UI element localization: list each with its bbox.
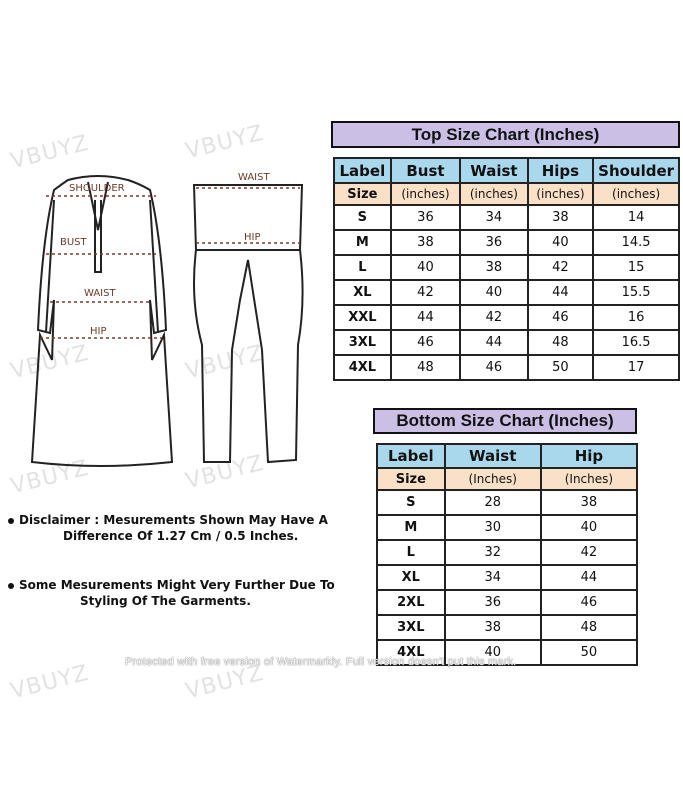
units-cell: Size — [377, 468, 445, 490]
header-waist: Waist — [445, 444, 541, 468]
watermark-text: VBUYZ — [8, 130, 92, 175]
disclaimer-note — [8, 512, 328, 544]
table-cell: 44 — [460, 330, 527, 355]
bottom-size-table — [376, 443, 638, 666]
units-cell: Size — [334, 183, 391, 205]
units-cell: (Inches) — [541, 468, 637, 490]
table-cell: 15 — [593, 255, 679, 280]
units-cell: (inches) — [391, 183, 460, 205]
units-cell: (Inches) — [445, 468, 541, 490]
table-cell: 42 — [528, 255, 594, 280]
table-units-row — [334, 183, 679, 205]
table-cell: 16.5 — [593, 330, 679, 355]
table-cell: 50 — [528, 355, 594, 380]
table-cell: 14 — [593, 205, 679, 230]
size-label: XL — [334, 280, 391, 305]
top-size-table — [333, 157, 680, 381]
watermark-text: VBUYZ — [183, 120, 267, 165]
size-label: S — [377, 490, 445, 515]
header-hip: Hip — [541, 444, 637, 468]
table-header-row — [334, 158, 679, 183]
units-cell: (inches) — [528, 183, 594, 205]
garment-diagram — [0, 0, 340, 480]
watermark-text: VBUYZ — [8, 455, 92, 500]
watermarkly-notice: Protected with free version of Watermarkly. Full version doesn't put this mark. — [125, 656, 517, 668]
table-cell: 44 — [541, 565, 637, 590]
table-cell: 42 — [460, 305, 527, 330]
size-label: L — [377, 540, 445, 565]
disclaimer-line-2: Difference Of 1.27 Cm / 0.5 Inches. — [63, 529, 299, 543]
table-cell: 36 — [445, 590, 541, 615]
size-label: M — [377, 515, 445, 540]
table-cell: 16 — [593, 305, 679, 330]
variation-line-2: Styling Of The Garments. — [80, 594, 251, 608]
table-row — [334, 280, 679, 305]
table-cell: 36 — [460, 230, 527, 255]
label-waist-top: WAIST — [84, 288, 116, 299]
units-cell: (inches) — [593, 183, 679, 205]
table-cell: 32 — [445, 540, 541, 565]
table-cell: 42 — [541, 540, 637, 565]
table-cell: 40 — [528, 230, 594, 255]
table-cell: 42 — [391, 280, 460, 305]
table-cell: 15.5 — [593, 280, 679, 305]
label-shoulder: SHOULDER — [69, 183, 125, 194]
table-cell: 38 — [460, 255, 527, 280]
table-row — [377, 490, 637, 515]
table-header-row — [377, 444, 637, 468]
table-cell: 38 — [541, 490, 637, 515]
label-hip-bottom: HIP — [244, 232, 261, 243]
table-cell: 34 — [445, 565, 541, 590]
table-cell: 40 — [541, 515, 637, 540]
size-label: 2XL — [377, 590, 445, 615]
table-row — [334, 230, 679, 255]
table-cell: 28 — [445, 490, 541, 515]
kurta-outline — [32, 176, 172, 466]
table-row — [334, 255, 679, 280]
size-label: M — [334, 230, 391, 255]
table-cell: 50 — [541, 640, 637, 665]
table-row — [377, 565, 637, 590]
table-cell: 44 — [391, 305, 460, 330]
label-bust: BUST — [60, 237, 87, 248]
table-units-row — [377, 468, 637, 490]
watermark-text: VBUYZ — [183, 660, 267, 705]
header-shoulder: Shoulder — [593, 158, 679, 183]
table-cell: 40 — [460, 280, 527, 305]
label-waist-bottom: WAIST — [238, 172, 270, 183]
table-cell: 36 — [391, 205, 460, 230]
header-label: Label — [334, 158, 391, 183]
table-cell: 48 — [528, 330, 594, 355]
table-row — [377, 540, 637, 565]
table-cell: 46 — [460, 355, 527, 380]
bullet-icon — [8, 518, 14, 524]
table-cell: 34 — [460, 205, 527, 230]
size-label: XL — [377, 565, 445, 590]
table-cell: 48 — [541, 615, 637, 640]
table-row — [334, 330, 679, 355]
size-label: 4XL — [377, 640, 445, 665]
table-cell: 38 — [528, 205, 594, 230]
table-cell: 40 — [391, 255, 460, 280]
watermark-text: VBUYZ — [8, 660, 92, 705]
table-cell: 44 — [528, 280, 594, 305]
table-cell: 30 — [445, 515, 541, 540]
table-row — [377, 515, 637, 540]
table-row — [377, 615, 637, 640]
watermark-text: VBUYZ — [8, 340, 92, 385]
label-hip-top: HIP — [90, 326, 107, 337]
table-row — [377, 590, 637, 615]
table-cell: 46 — [528, 305, 594, 330]
disclaimer-line-1: Disclaimer : Mesurements Shown May Have A — [19, 513, 328, 527]
bottom-chart-title: Bottom Size Chart (Inches) — [373, 408, 637, 434]
table-cell: 46 — [541, 590, 637, 615]
size-label: 3XL — [334, 330, 391, 355]
variation-note — [8, 577, 335, 609]
watermark-text: VBUYZ — [183, 340, 267, 385]
size-label: S — [334, 205, 391, 230]
size-label: L — [334, 255, 391, 280]
size-label: 3XL — [377, 615, 445, 640]
table-row — [334, 305, 679, 330]
table-cell: 46 — [391, 330, 460, 355]
table-cell: 38 — [391, 230, 460, 255]
top-chart-title: Top Size Chart (Inches) — [331, 121, 680, 148]
header-hips: Hips — [528, 158, 594, 183]
units-cell: (inches) — [460, 183, 527, 205]
header-waist: Waist — [460, 158, 527, 183]
table-row — [334, 205, 679, 230]
table-cell: 48 — [391, 355, 460, 380]
header-label: Label — [377, 444, 445, 468]
size-label: 4XL — [334, 355, 391, 380]
table-cell: 38 — [445, 615, 541, 640]
table-cell: 40 — [445, 640, 541, 665]
bullet-icon — [8, 583, 14, 589]
variation-line-1: Some Mesurements Might Very Further Due To — [19, 578, 335, 592]
table-cell: 17 — [593, 355, 679, 380]
table-row — [334, 355, 679, 380]
pants-outline — [194, 185, 303, 462]
size-label: XXL — [334, 305, 391, 330]
watermark-text: VBUYZ — [183, 450, 267, 495]
table-cell: 14.5 — [593, 230, 679, 255]
header-bust: Bust — [391, 158, 460, 183]
